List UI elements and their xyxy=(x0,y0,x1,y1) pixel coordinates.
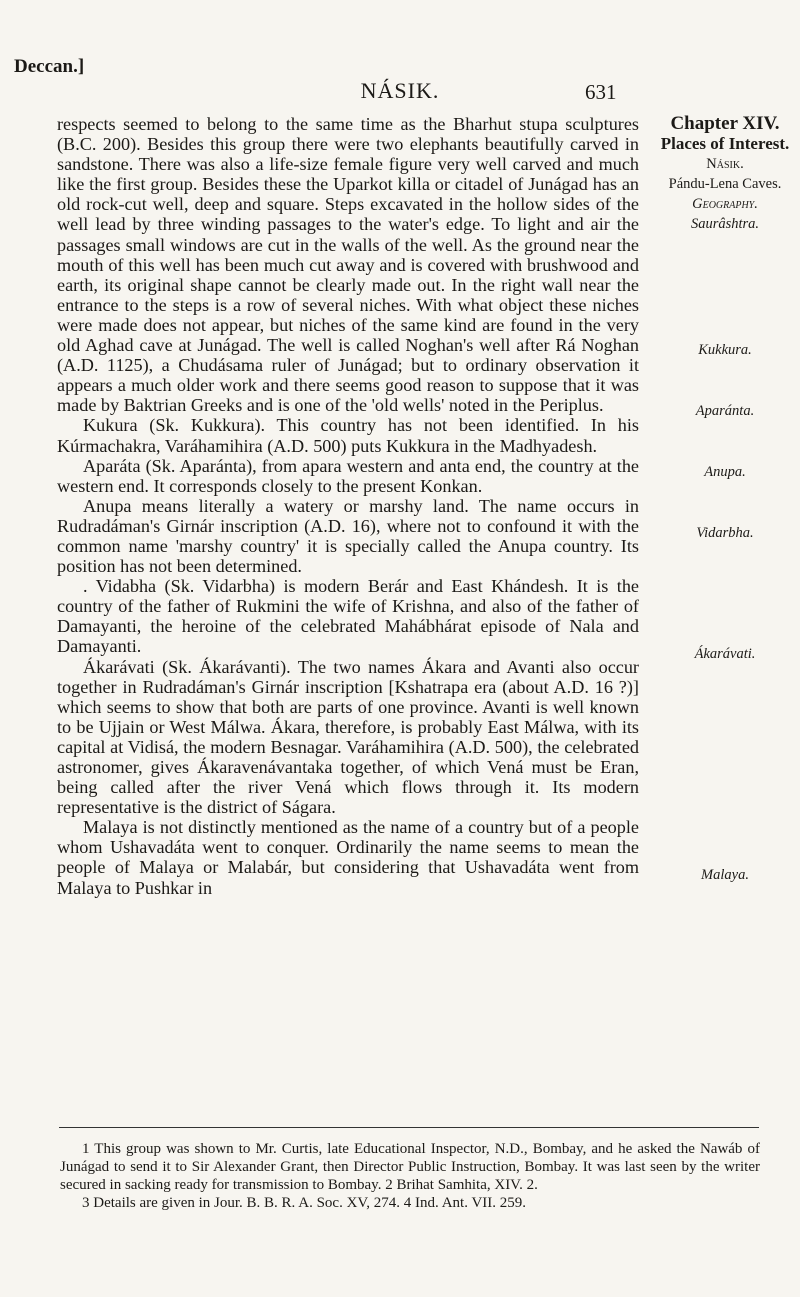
footnote-divider xyxy=(59,1127,759,1128)
margin-entry-aparanta: Aparánta. xyxy=(695,403,755,419)
margin-section: Places of Interest. xyxy=(660,134,790,153)
margin-entry-akaravati: Ákarávati. xyxy=(694,646,756,662)
paragraph-vidabha: . Vidabha (Sk. Vidarbha) is modern Berár and East Khándesh. It is the country of the father of Rukmini the wife of Krishna, and also of the father of Damayanti, the heroine of the celebrated Mahábhárat episode of Nala and Damayanti. xyxy=(57,576,639,657)
footnote-1-2: 1 This group was shown to Mr. Curtis, late Educational Inspector, N.D., Bombay, and he asked the Nawáb of Junágad to send it to Sir Alexander Grant, then Director Public Instruction, Bombay. It was last seen by the writer secured in sacking ready for transmission to Bombay. 2 Brihat Samhita, XIV. 2. xyxy=(60,1141,760,1193)
margin-chapter: Chapter XIV. xyxy=(670,113,780,134)
paragraph-well: respects seemed to belong to the same time as the Bharhut stupa sculptures (B.C. 200). Besides this group there were two elephants beautifully carved in sandstone. There was also a life-size female figure very well carved and much like the first group. Besides these the Uparkot killa or citadel of Junágad has an old rock-cut well, deep and square. Steps excavated in the hollow sides of the well lead by three winding passages to the water's edge. To light and air the passages small windows are cut in the walls of the well. As the ground near the mouth of this well has been much cut away and is covered with brushwood and earth, its original shape cannot be clearly made out. In the right wall near the entrance to the steps is a row of several niches. With what object these niches were made does not appear, but niches of the same kind are found in the very old Aghad cave at Junágad. The well is called Noghan's well after Rá Noghan (A.D. 1125), a Chudásama ruler of Junágad; but to ordinary observation it appears a much older work and there seems good reason to suppose that it was made by Baktrian Greeks and is one of the 'old wells' noted in the Periplus. xyxy=(57,114,639,416)
margin-entry-malaya: Malaya. xyxy=(701,867,749,883)
margin-subplace: Pándu-Lena Caves. xyxy=(668,176,782,192)
paragraph-anupa: Anupa means literally a watery or marshy land. The name occurs in Rudradáman's Girnár inscription (A.D. 16), where not to confound it with the common name 'marshy country' it is specially called the Anupa country. Its position has not been determined. xyxy=(57,495,639,577)
margin-subtopic: Saurâshtra. xyxy=(690,216,760,232)
margin-entry-anupa: Anupa. xyxy=(704,464,746,480)
page-number: 631 xyxy=(585,80,617,104)
paragraph-malaya: Malaya is not distinctly mentioned as the name of a country but of a people whom Ushavadáta went to conquer. Ordinarily the name seems to mean the people of Malaya or Malabár, but considering that Ushavadáta went from Malaya to Pushkar in xyxy=(57,817,639,898)
region-tag: Deccan.] xyxy=(14,56,85,77)
paragraph-akaravati: Ákarávati (Sk. Ákarávanti). The two names Ákara and Avanti also occur together in Rudradáman's Girnár inscription [Kshatrapa era (about A.D. 16 ?)] which seems to show that both are parts of one province. Avanti is well known to be Ujjain or West Málwa. Ákara, therefore, is probably East Málwa, with its capital at Vidisá, the modern Besnagar. Varáhamihira (A.D. 500), the celebrated astronomer, gives Ákaravenávantaka together, of which Vená must be Eran, being called after the river Vená which flows through it. Its modern representative is the district of Ságara. xyxy=(57,656,639,818)
margin-entry-kukkura: Kukkura. xyxy=(698,342,752,358)
margin-entry-vidarbha: Vidarbha. xyxy=(696,525,754,541)
margin-place: Násik. xyxy=(706,156,744,172)
paragraph-kukura: Kukura (Sk. Kukkura). This country has not been identified. In his Kúrmachakra, Varáhamihira (A.D. 500) puts Kukkura in the Madhyadesh. xyxy=(57,415,639,456)
marginal-notes xyxy=(650,113,800,883)
footnote-3-4: 3 Details are given in Jour. B. B. R. A. Soc. XV, 274. 4 Ind. Ant. VII. 259. xyxy=(82,1195,527,1211)
paragraph-aparata: Aparáta (Sk. Aparánta), from apara western and anta end, the country at the western end. It corresponds closely to the present Konkan. xyxy=(57,455,639,496)
page-title: NÁSIK. xyxy=(360,78,440,103)
footnotes xyxy=(60,1140,760,1212)
margin-topic: Geography. xyxy=(692,196,758,212)
body-text xyxy=(57,114,639,898)
